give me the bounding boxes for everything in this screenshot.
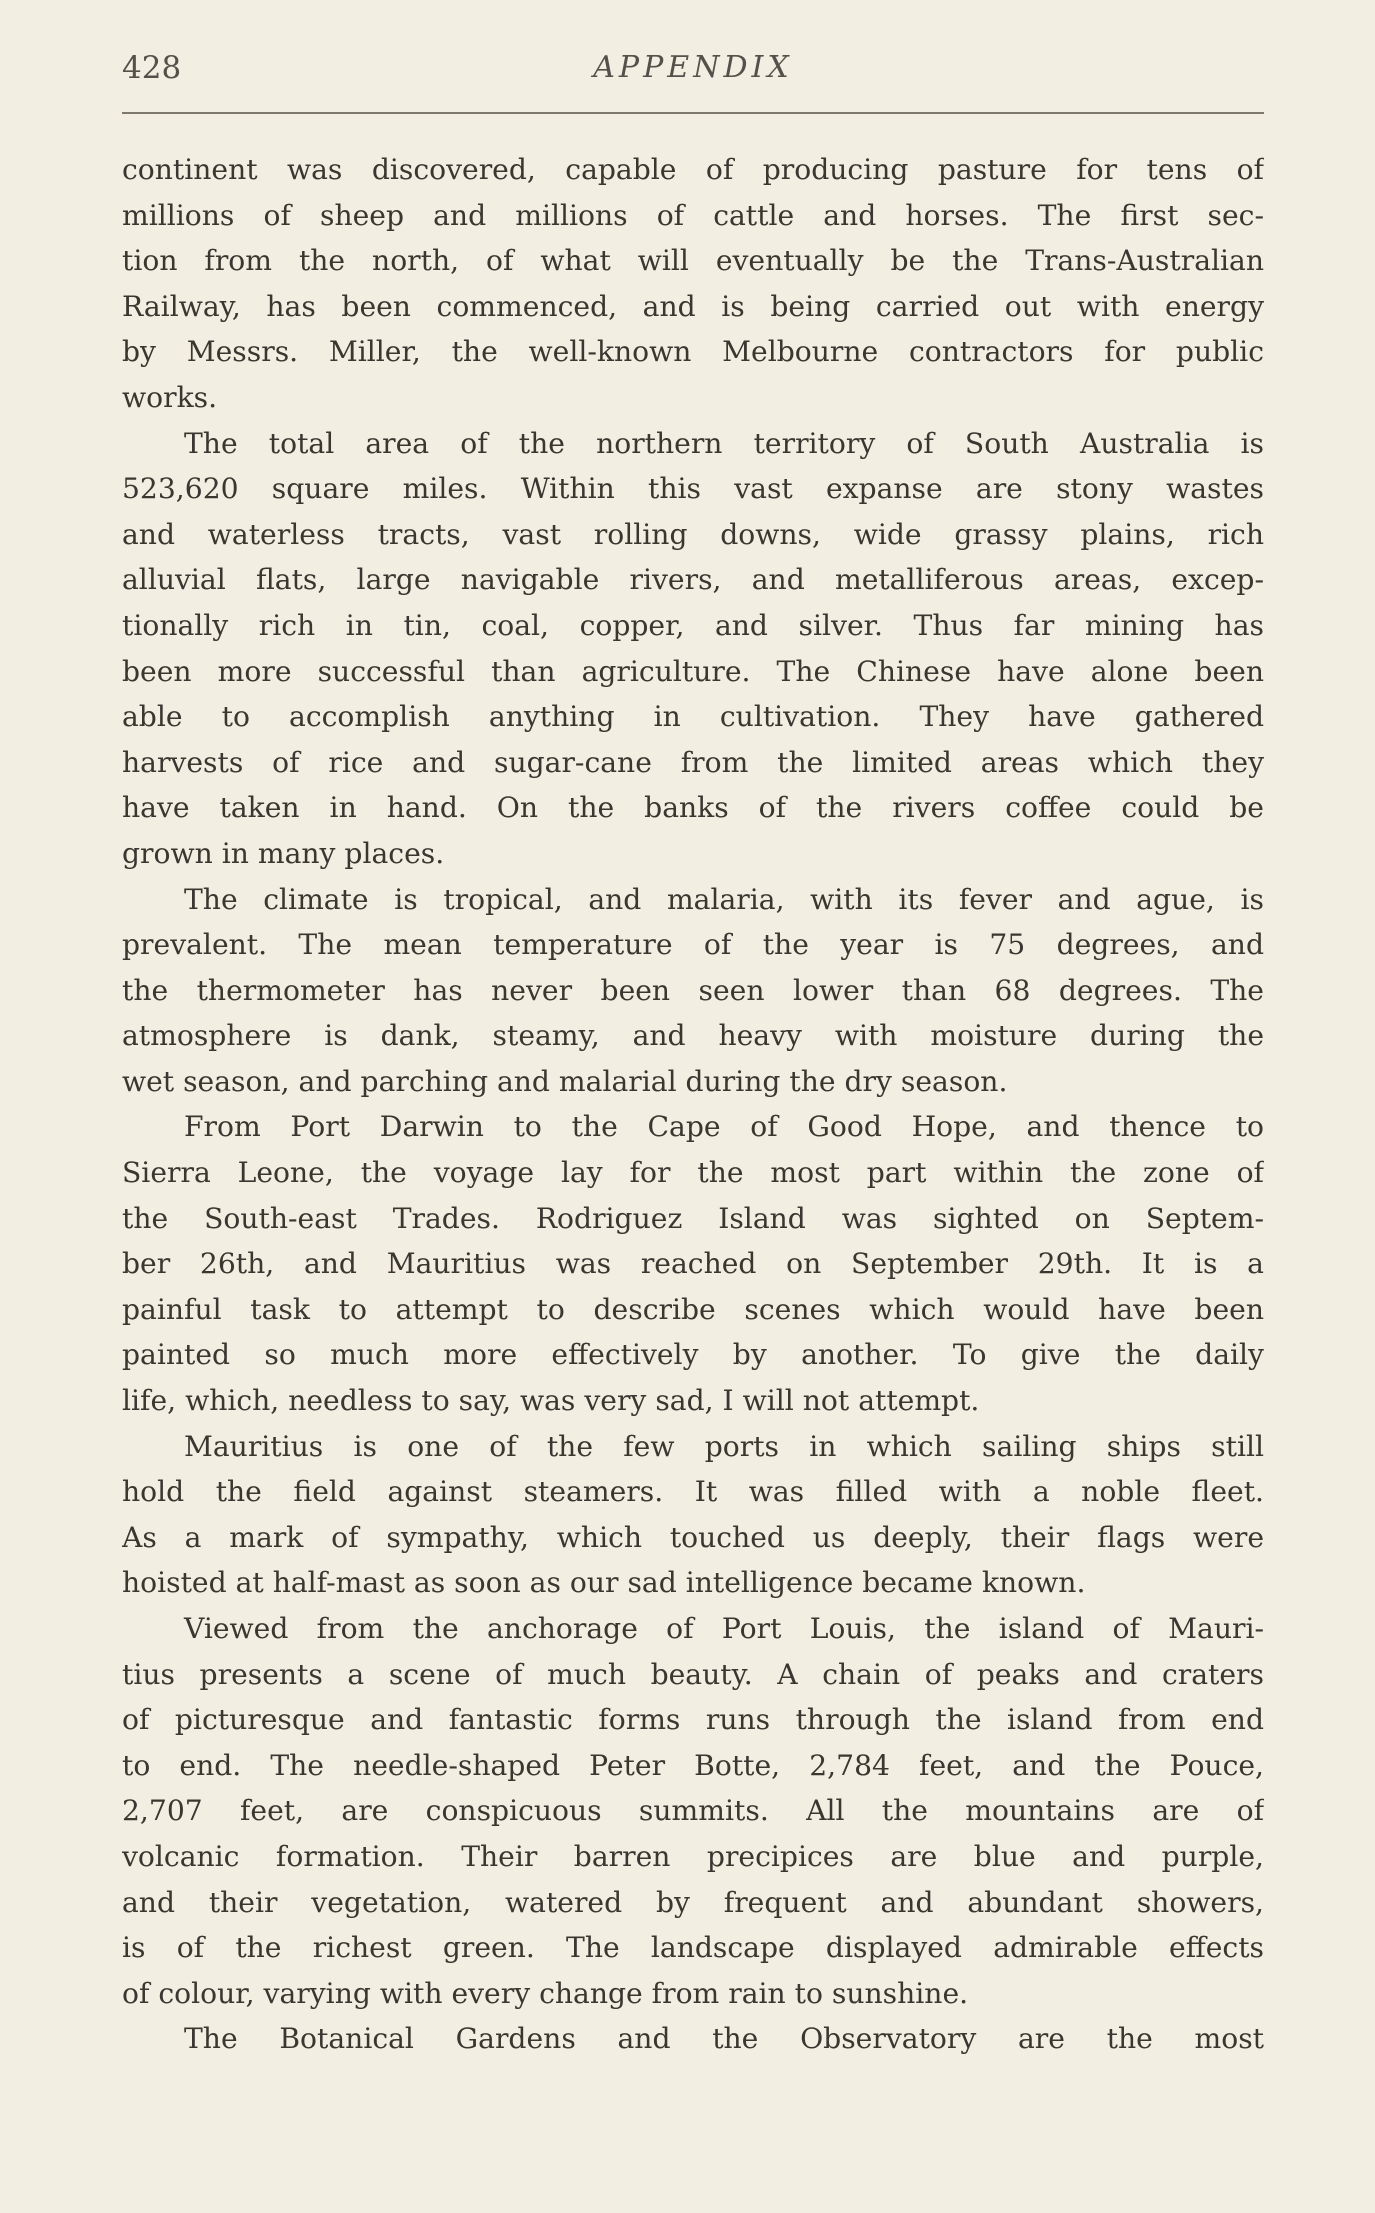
text-line: ber 26th, and Mauritius was reached on September 29th. It is a xyxy=(122,1247,1264,1281)
header-rule xyxy=(122,112,1264,114)
text-line: As a mark of sympathy, which touched us deeply, their flags were xyxy=(122,1520,1264,1554)
text-line: the thermometer has never been seen lower than 68 degrees. The xyxy=(122,973,1264,1007)
text-line: atmosphere is dank, steamy, and heavy with moisture during the xyxy=(122,1019,1264,1053)
text-line: 523,620 square miles. Within this vast expanse are stony wastes xyxy=(122,472,1264,506)
paragraph xyxy=(122,2016,1264,2062)
text-line: wet season, and parching and malarial during the dry season. xyxy=(122,1064,1008,1098)
paragraph xyxy=(122,147,1264,421)
text-line: prevalent. The mean temperature of the year is 75 degrees, and xyxy=(122,928,1264,962)
text-line: The climate is tropical, and malaria, with its fever and ague, is xyxy=(184,882,1264,916)
running-head: APPENDIX xyxy=(593,50,793,85)
text-line: able to accomplish anything in cultivation. They have gathered xyxy=(122,700,1264,734)
text-line: is of the richest green. The landscape displayed admirable effects xyxy=(122,1931,1264,1965)
page-header xyxy=(122,48,1264,96)
text-line: have taken in hand. On the banks of the rivers coffee could be xyxy=(122,791,1264,825)
text-line: of picturesque and fantastic forms runs through the island from end xyxy=(122,1703,1264,1737)
paragraph xyxy=(122,1606,1264,2016)
text-line: the South-east Trades. Rodriguez Island was sighted on Septem- xyxy=(122,1201,1264,1235)
text-line: harvests of rice and sugar-cane from the limited areas which they xyxy=(122,745,1264,779)
paragraph xyxy=(122,421,1264,877)
page-number: 428 xyxy=(122,50,182,86)
text-line: The total area of the northern territory of South Australia is xyxy=(184,426,1264,460)
text-line: life, which, needless to say, was very sad, I will not attempt. xyxy=(122,1384,980,1418)
text-line: of colour, varying with every change from rain to sunshine. xyxy=(122,1976,969,2010)
text-line: painted so much more effectively by another. To give the daily xyxy=(122,1338,1264,1372)
text-line: painful task to attempt to describe scenes which would have been xyxy=(122,1292,1264,1326)
text-line: been more successful than agriculture. The Chinese have alone been xyxy=(122,654,1264,688)
text-line: From Port Darwin to the Cape of Good Hope, and thence to xyxy=(184,1110,1264,1144)
text-line: The Botanical Gardens and the Observatory are the most xyxy=(184,2022,1264,2056)
paragraph xyxy=(122,877,1264,1105)
text-line: tionally rich in tin, coal, copper, and silver. Thus far mining has xyxy=(122,608,1264,642)
text-line: to end. The needle-shaped Peter Botte, 2,784 feet, and the Pouce, xyxy=(122,1748,1264,1782)
text-line: and waterless tracts, vast rolling downs, wide grassy plains, rich xyxy=(122,517,1264,551)
text-line: by Messrs. Miller, the well-known Melbourne contractors for public xyxy=(122,335,1264,369)
text-line: hoisted at half-mast as soon as our sad intelligence became known. xyxy=(122,1566,1086,1600)
text-line: grown in many places. xyxy=(122,836,445,870)
text-line: Mauritius is one of the few ports in which sailing ships still xyxy=(184,1429,1264,1463)
text-line: volcanic formation. Their barren precipices are blue and purple, xyxy=(122,1839,1264,1873)
body-text xyxy=(122,147,1264,2062)
text-line: and their vegetation, watered by frequent and abundant showers, xyxy=(122,1885,1264,1919)
text-line: millions of sheep and millions of cattle and horses. The first sec- xyxy=(122,198,1264,232)
paragraph xyxy=(122,1424,1264,1606)
text-line: tius presents a scene of much beauty. A chain of peaks and craters xyxy=(122,1657,1264,1691)
text-line: works. xyxy=(122,380,218,414)
paragraph xyxy=(122,1104,1264,1423)
text-line: Viewed from the anchorage of Port Louis, the island of Mauri- xyxy=(184,1612,1264,1645)
text-line: hold the field against steamers. It was filled with a noble fleet. xyxy=(122,1475,1264,1509)
text-line: alluvial flats, large navigable rivers, and metalliferous areas, excep- xyxy=(122,563,1264,597)
text-line: Railway, has been commenced, and is being carried out with energy xyxy=(122,289,1264,323)
text-line: tion from the north, of what will eventually be the Trans-Australian xyxy=(122,244,1264,278)
text-line: Sierra Leone, the voyage lay for the most part within the zone of xyxy=(122,1156,1264,1190)
text-line: 2,707 feet, are conspicuous summits. All the mountains are of xyxy=(122,1794,1264,1828)
text-line: continent was discovered, capable of producing pasture for tens of xyxy=(122,153,1264,186)
